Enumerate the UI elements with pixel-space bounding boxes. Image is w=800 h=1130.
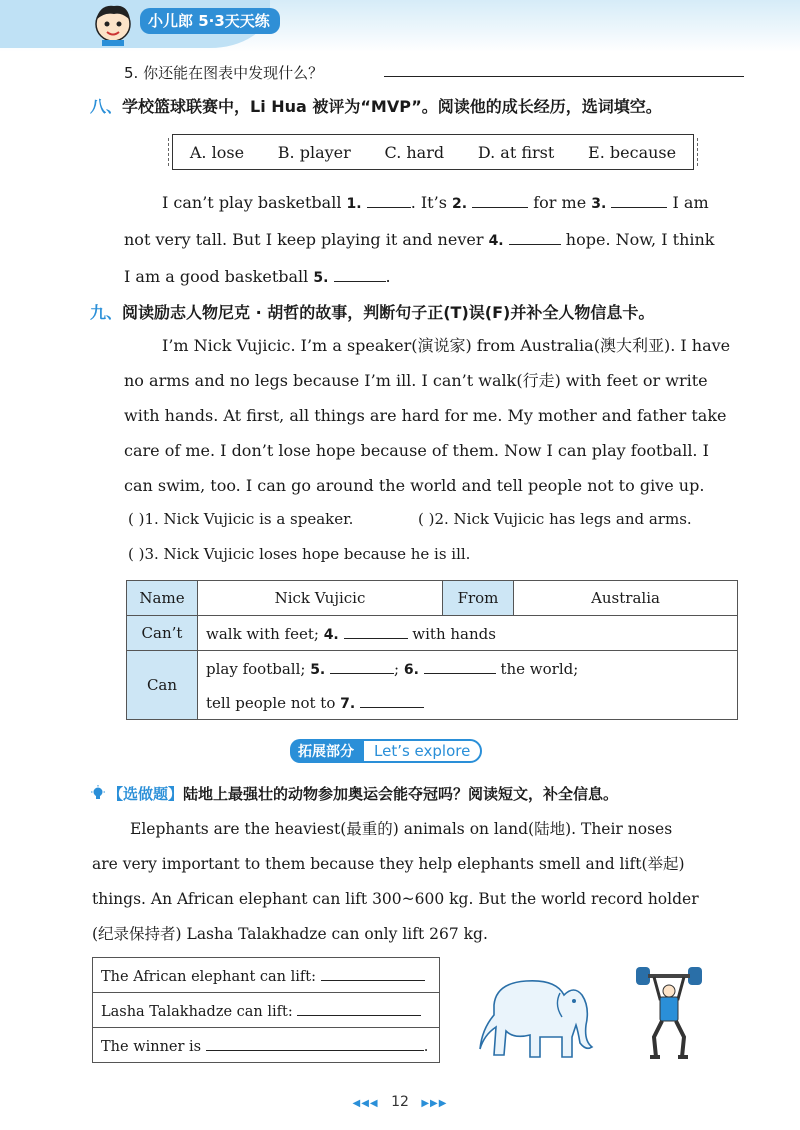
passage-line: are very important to them because they help elephants smell and lift(举起) xyxy=(92,855,685,873)
passage-line: things. An African elephant can lift 300~600 kg. But the world record holder xyxy=(92,890,699,908)
info-row-1: The African elephant can lift: xyxy=(93,958,440,993)
option-c: C. hard xyxy=(384,142,445,162)
table-row xyxy=(127,616,738,651)
optional-question-title xyxy=(90,783,618,804)
from-value: Australia xyxy=(514,581,738,616)
passage-line: with hands. At first, all things are hard for me. My mother and father take xyxy=(124,406,727,425)
section-8-instruction: 学校篮球联赛中，Li Hua 被评为“MVP”。阅读他的成长经历，选词填空。 xyxy=(122,97,662,116)
mascot-icon xyxy=(92,2,134,46)
table-row xyxy=(93,1028,440,1063)
info-row-3: The winner is . xyxy=(93,1028,440,1063)
table-row xyxy=(93,958,440,993)
section-9-number: 九、 xyxy=(90,303,123,322)
blank-card-4[interactable] xyxy=(344,624,408,639)
tf-question-3[interactable]: ( )3. Nick Vujicic loses hope because he is ill. xyxy=(128,545,471,563)
optional-tag: 【选做题】 xyxy=(108,785,184,803)
option-a: A. lose xyxy=(189,142,245,162)
next-arrows-icon: ▶▶▶ xyxy=(421,1098,448,1109)
option-d: D. at first xyxy=(477,142,555,162)
table-row xyxy=(127,581,738,616)
blank-lasha[interactable] xyxy=(297,1001,421,1016)
blank-card-5[interactable] xyxy=(330,659,394,674)
page-footer xyxy=(0,1094,800,1110)
passage-line: I’m Nick Vujicic. I’m a speaker(演说家) from Australia(澳大利亚). I have xyxy=(162,336,731,355)
from-label: From xyxy=(443,581,514,616)
blank-elephant[interactable] xyxy=(321,966,425,981)
section-8-passage xyxy=(124,185,746,296)
cant-value: walk with feet; 4. with hands xyxy=(198,616,738,651)
brand-logo: 小儿郎 5·3天天练 xyxy=(140,8,280,34)
question-5 xyxy=(124,62,323,83)
can-value-1: play football; 5. ; 6. the world; xyxy=(198,651,738,686)
passage-line: (纪录保持者) Lasha Talakhadze can only lift 267 kg. xyxy=(92,925,488,943)
answer-line[interactable] xyxy=(384,76,744,77)
info-card-table xyxy=(126,580,738,720)
option-e: E. because xyxy=(588,142,677,162)
section-8-number: 八、 xyxy=(90,97,123,116)
info-row-2: Lasha Talakhadze can lift: xyxy=(93,993,440,1028)
option-b: B. player xyxy=(277,142,351,162)
section-9-title xyxy=(90,300,654,323)
explore-passage xyxy=(92,812,742,952)
lightbulb-icon xyxy=(90,785,106,801)
blank-card-7[interactable] xyxy=(360,693,424,708)
info-fill-table xyxy=(92,957,440,1063)
tf-question-2[interactable]: ( )2. Nick Vujicic has legs and arms. xyxy=(418,510,692,528)
section-9-passage xyxy=(124,328,746,503)
blank-card-6[interactable] xyxy=(424,659,496,674)
page-number: 12 xyxy=(391,1094,409,1110)
blank-5[interactable] xyxy=(334,267,386,282)
table-row xyxy=(127,685,738,720)
passage-line-3: I am a good basketball 5. . xyxy=(124,267,391,286)
explore-cn-label: 拓展部分 xyxy=(290,739,362,763)
tf-question-1[interactable]: ( )1. Nick Vujicic is a speaker. xyxy=(128,510,354,528)
section-8-title xyxy=(90,94,662,117)
name-label: Name xyxy=(127,581,198,616)
optional-instruction: 陆地上最强壮的动物参加奥运会能夺冠吗？阅读短文，补全信息。 xyxy=(183,785,619,803)
passage-line: Elephants are the heaviest(最重的) animals on land(陆地). Their noses xyxy=(130,820,673,838)
passage-line-1: I can’t play basketball 1. . It’s 2. for me 3. I am xyxy=(162,193,709,212)
can-label: Can xyxy=(127,651,198,720)
blank-winner[interactable] xyxy=(206,1036,424,1051)
explore-banner xyxy=(290,739,482,763)
table-row xyxy=(127,651,738,686)
blank-2[interactable] xyxy=(472,193,528,208)
name-value: Nick Vujicic xyxy=(198,581,443,616)
word-options-box xyxy=(172,134,694,170)
weightlifter-illustration-icon xyxy=(632,965,706,1061)
question-5-text: 5. 你还能在图表中发现什么？ xyxy=(124,64,324,82)
table-row xyxy=(93,993,440,1028)
passage-line-2: not very tall. But I keep playing it and never 4. hope. Now, I think xyxy=(124,230,715,249)
section-9-instruction: 阅读励志人物尼克 · 胡哲的故事，判断句子正(T)误(F)并补全人物信息卡。 xyxy=(122,303,655,322)
passage-line: can swim, too. I can go around the world and tell people not to give up. xyxy=(124,476,705,495)
can-value-2: tell people not to 7. xyxy=(198,685,738,720)
passage-line: care of me. I don’t lose hope because of them. Now I can play football. I xyxy=(124,441,709,460)
prev-arrows-icon: ◀◀◀ xyxy=(352,1098,379,1109)
passage-line: no arms and no legs because I’m ill. I can’t walk(行走) with feet or write xyxy=(124,371,708,390)
cant-label: Can’t xyxy=(127,616,198,651)
blank-1[interactable] xyxy=(367,193,411,208)
blank-4[interactable] xyxy=(509,230,561,245)
elephant-illustration-icon xyxy=(474,965,602,1061)
blank-3[interactable] xyxy=(611,193,667,208)
explore-en-label: Let’s explore xyxy=(362,739,482,763)
